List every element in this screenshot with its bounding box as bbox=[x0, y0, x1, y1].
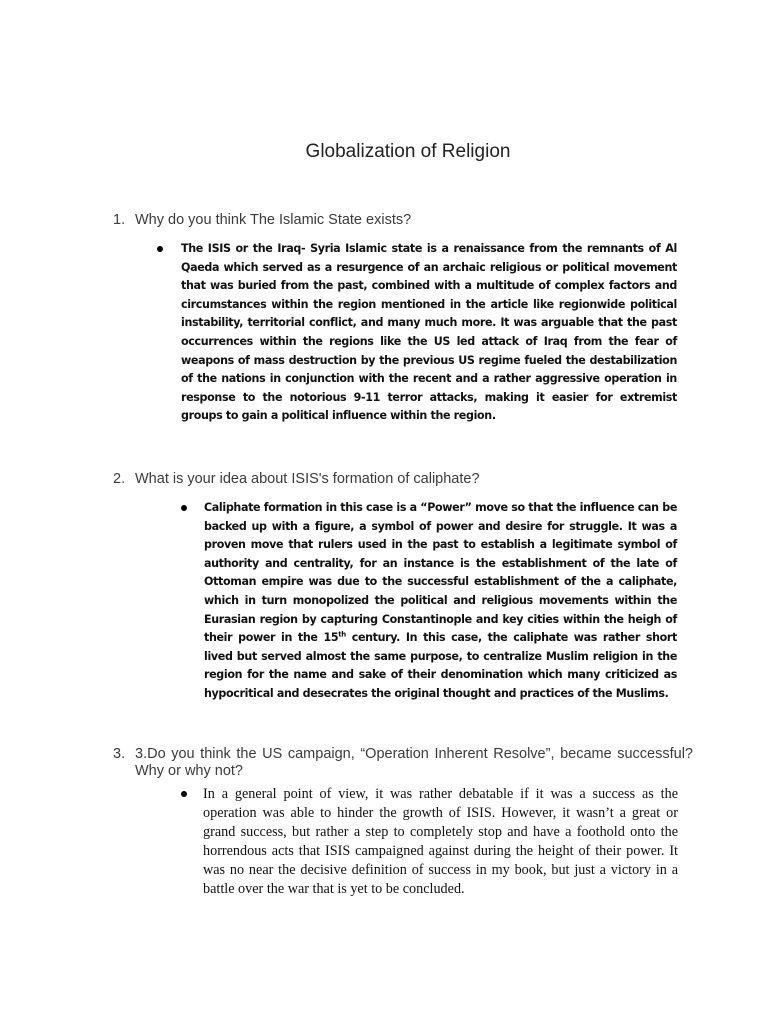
bullet-icon bbox=[181, 505, 187, 511]
answer-text: The ISIS or the Iraq- Syria Islamic state is a renaissance from the remnants of Al Qaeda which served as a resurgence of an archaic religious or political movement that was buried from the past, combined with a multitude of complex factors and circumstances within the region mentioned in the article like regionwide political instability, territorial conflict, and many much more. It was arguable that the past occurrences within the regions like the US led attack of Iraq from the fear of weapons of mass destruction by the previous US regime fueled the destabilization of the nations in conjunction with the recent and a rather aggressive operation in response to the notorious 9-11 terror attacks, making it easier for extremist groups to gain a political influence within the region. bbox=[181, 242, 677, 423]
question-3 bbox=[113, 746, 693, 780]
bullet-icon bbox=[157, 246, 163, 252]
question-number: 1. bbox=[113, 212, 126, 228]
document-title: Globalization of Religion bbox=[305, 141, 511, 162]
answer-text-part: Caliphate formation in this case is a “Power” move so that the influence can be backed up with a figure, a symbol of power and desire for struggle. It was a proven move that rulers used in the past to establish a legitimate symbol of authority and centrality, for an instance is the establishment of the late of Ottoman empire was due to the successful establishment of the a caliphate, which in turn monopolized the political and religious movements within the Eurasian region by capturing Constantinople and key cities within the heigh of their power in the 15 bbox=[204, 501, 677, 645]
answer-text bbox=[204, 499, 677, 704]
question-2 bbox=[113, 471, 480, 488]
answer-text: In a general point of view, it was rather debatable if it was a success as the operation was able to hinder the growth of ISIS. However, it wasn’t a great or grand success, but rather a step to completely stop and have a foothold onto the horrendous acts that ISIS campaigned against during the height of their power. It was no near the decisive definition of success in my book, but just a victory in a battle over the war that is yet to be concluded. bbox=[203, 786, 678, 898]
question-text: What is your idea about ISIS's formation of caliphate? bbox=[135, 471, 480, 487]
question-text: 3.Do you think the US campaign, “Operation Inherent Resolve”, became successful? Why or why not? bbox=[135, 746, 693, 779]
ordinal-suffix: th bbox=[338, 630, 346, 639]
question-text: Why do you think The Islamic State exists? bbox=[135, 212, 412, 228]
answer-3 bbox=[181, 785, 678, 900]
answer-text-part: century. In this case, the caliphate was rather short lived but served almost the same purpose, to centralize Muslim religion in the region for the name and sake of their denomination which many criticized as hypocritical and desecrates the original thought and practices of the Muslims. bbox=[204, 631, 677, 700]
question-1 bbox=[113, 212, 411, 229]
question-number: 2. bbox=[113, 471, 126, 487]
answer-1 bbox=[157, 240, 677, 426]
question-number: 3. bbox=[113, 746, 126, 762]
bullet-icon bbox=[181, 791, 187, 797]
answer-2 bbox=[181, 499, 677, 704]
